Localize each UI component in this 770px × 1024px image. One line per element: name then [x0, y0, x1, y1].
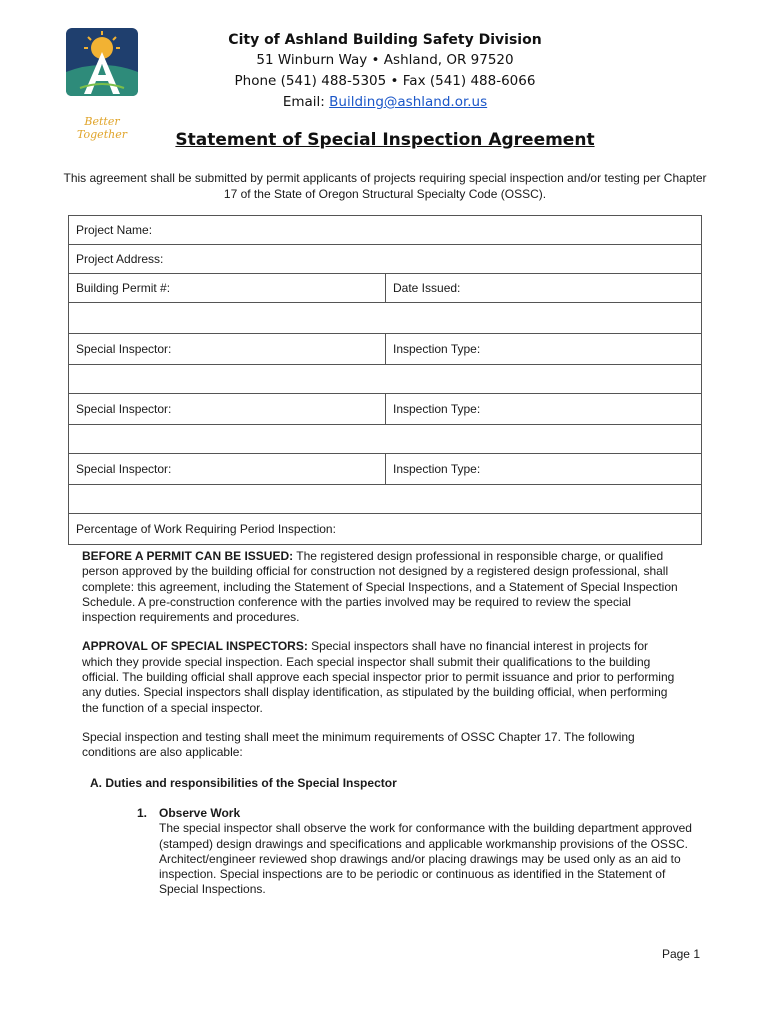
approval-text: Special inspectors shall have no financial interest in projects for which they provide special inspection. Each special inspector shall submit their qualifications to the building official. The building official shall approve each special inspector prior to permit issuance and prior to performing any duties. Special inspectors shall display identification, as stipulated by the building official, when performing the function of a special inspector.: [82, 639, 675, 715]
building-permit-field[interactable]: Building Permit #:: [69, 274, 386, 303]
city-logo: [60, 28, 144, 141]
blank-row[interactable]: [69, 425, 702, 454]
body-text: [82, 549, 682, 775]
item-number: 1.: [137, 806, 148, 820]
blank-row[interactable]: [69, 485, 702, 514]
logo-tagline: Better Together: [77, 115, 127, 141]
special-inspector-field-2[interactable]: Special Inspector:: [69, 394, 386, 425]
intro-text: This agreement shall be submitted by permit applicants of projects requiring special inspection and/or testing per Chapter 17 of the State of Oregon Structural Specialty Code (OSSC).: [63, 171, 707, 201]
item-text: The special inspector shall observe the work for conformance with the building department approved (stamped) design drawings and specifications and applicable workmanship provisions of the OSSC. Architect/engineer reviewed shop drawings and/or placing drawings may be used only as an aid to inspection. Special inspections are to be periodic or continuous as identified in the Statement of Special Inspections.: [159, 821, 692, 897]
conditions-paragraph: Special inspection and testing shall meet the minimum requirements of OSSC Chapter 17. The following conditions are also applicable:: [82, 729, 635, 760]
email-line: [200, 92, 570, 113]
project-address-field[interactable]: Project Address:: [69, 245, 702, 274]
special-inspector-field-3[interactable]: Special Inspector:: [69, 454, 386, 485]
letterhead: [200, 30, 570, 113]
inspection-type-field-3[interactable]: Inspection Type:: [386, 454, 702, 485]
section-a-heading: A. Duties and responsibilities of the Special Inspector: [90, 776, 397, 790]
approval-paragraph: [82, 639, 682, 715]
project-name-field[interactable]: Project Name:: [69, 216, 702, 245]
special-inspector-field-1[interactable]: Special Inspector:: [69, 334, 386, 365]
blank-row[interactable]: [69, 303, 702, 334]
inspection-type-field-1[interactable]: Inspection Type:: [386, 334, 702, 365]
email-label: Email:: [282, 94, 330, 110]
address: 51 Winburn Way • Ashland, OR 97520: [256, 52, 514, 68]
approval-heading: APPROVAL OF SPECIAL INSPECTORS:: [82, 639, 308, 654]
phone-fax: Phone (541) 488-5305 • Fax (541) 488-6066: [234, 73, 536, 89]
page-number: Page 1: [661, 947, 700, 961]
before-permit-text: The registered design professional in responsible charge, or qualified person approved by the building official for construction not designed by a registered design professional, shall complete: this agreement, including the Statement of Special Inspections, and a Statement of Special Inspection Schedule. A pre-construction conference with the parties involved may be required to review the special inspection requirements and procedures.: [82, 549, 678, 625]
list-item: [137, 806, 697, 898]
email-link[interactable]: Building@ashland.or.us: [329, 94, 488, 110]
inspection-type-field-2[interactable]: Inspection Type:: [386, 394, 702, 425]
blank-row[interactable]: [69, 365, 702, 394]
org-name: City of Ashland Building Safety Division: [228, 32, 542, 48]
percentage-field[interactable]: Percentage of Work Requiring Period Inspection:: [69, 514, 702, 545]
item-heading: Observe Work: [159, 806, 241, 820]
date-issued-field[interactable]: Date Issued:: [386, 274, 702, 303]
before-permit-heading: BEFORE A PERMIT CAN BE ISSUED:: [82, 549, 294, 563]
agreement-form: [68, 215, 702, 545]
before-permit-paragraph: [82, 549, 682, 625]
document-title: Statement of Special Inspection Agreement: [175, 130, 595, 150]
